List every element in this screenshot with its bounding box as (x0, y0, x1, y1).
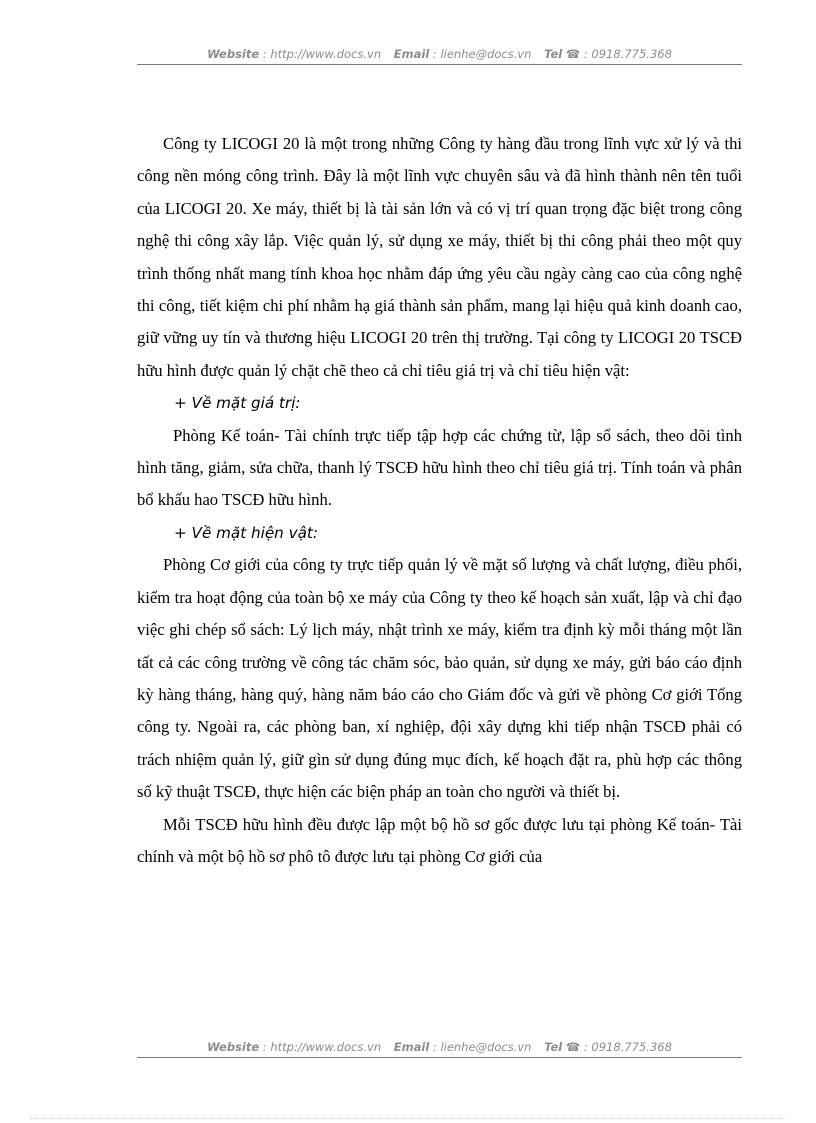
email-value[interactable]: : lienhe@docs.vn (432, 1040, 532, 1054)
page-edge-divider (30, 1118, 786, 1119)
phone-icon: ☎ (565, 1040, 581, 1054)
page-footer (137, 1040, 742, 1058)
website-value[interactable]: : http://www.docs.vn (262, 47, 382, 61)
website-value[interactable]: : http://www.docs.vn (262, 1040, 382, 1054)
website-label: Website (207, 1040, 260, 1054)
subheading-value: + Về mặt giá trị: (174, 394, 301, 413)
tel-value: : 0918.775.368 (583, 47, 672, 61)
page-header (137, 47, 742, 65)
tel-label: Tel (544, 1040, 563, 1054)
paragraph-value: Phòng Kế toán- Tài chính trực tiếp tập hợp các chứng từ, lập sổ sách, theo dõi tình hình tăng, giảm, sửa chữa, thanh lý TSCĐ hữu hình theo chỉ tiêu giá trị. Tính toán và phân bổ khấu hao TSCĐ hữu hình. (137, 425, 742, 510)
paragraph-records: Mỗi TSCĐ hữu hình đều được lập một bộ hồ sơ gốc được lưu tại phòng Kế toán- Tài chính và một bộ hồ sơ phô tô được lưu tại phòng Cơ giới của (137, 814, 742, 866)
document-body (137, 128, 742, 873)
tel-label: Tel (544, 47, 563, 61)
subheading-physical: + Về mặt hiện vật: (174, 523, 319, 542)
email-label: Email (393, 1040, 430, 1054)
phone-icon: ☎ (565, 47, 581, 61)
tel-value: : 0918.775.368 (583, 1040, 672, 1054)
email-value[interactable]: : lienhe@docs.vn (432, 47, 532, 61)
paragraph-physical: Phòng Cơ giới của công ty trực tiếp quản lý về mặt số lượng và chất lượng, điều phối, kiểm tra hoạt động của toàn bộ xe máy của Công ty theo kế hoạch sản xuất, lập và chỉ đạo việc ghi chép sổ sách: Lý lịch máy, nhật trình xe máy, kiểm tra định kỳ mỗi tháng một lần tất cả các công trường về công tác chăm sóc, bảo quản, sử dụng xe máy, gửi báo cáo định kỳ hàng tháng, hàng quý, hàng năm báo cáo cho Giám đốc và gửi về phòng Cơ giới Tổng công ty. Ngoài ra, các phòng ban, xí nghiệp, đội xây dựng khi tiếp nhận TSCĐ phải có trách nhiệm quản lý, giữ gìn sử dụng đúng mục đích, kế hoạch đặt ra, phù hợp các thông số kỹ thuật TSCĐ, thực hiện các biện pháp an toàn cho người và thiết bị. (137, 555, 742, 802)
website-label: Website (207, 47, 260, 61)
paragraph-intro: Công ty LICOGI 20 là một trong những Công ty hàng đầu trong lĩnh vực xử lý và thi công nền móng công trình. Đây là một lĩnh vực chuyên sâu và đã hình thành nên tên tuổi của LICOGI 20. Xe máy, thiết bị là tài sản lớn và có vị trí quan trọng đặc biệt trong công nghệ thi công xây lắp. Việc quản lý, sử dụng xe máy, thiết bị thi công phải theo một quy trình thống nhất mang tính khoa học nhằm đáp ứng yêu cầu ngày càng cao của công nghệ thi công, tiết kiệm chi phí nhằm hạ giá thành sản phẩm, mang lại hiệu quả kinh doanh cao, giữ vững uy tín và thương hiệu LICOGI 20 trên thị trường. Tại công ty LICOGI 20 TSCĐ hữu hình được quản lý chặt chẽ theo cả chỉ tiêu giá trị và chỉ tiêu hiện vật: (137, 134, 742, 380)
email-label: Email (393, 47, 430, 61)
